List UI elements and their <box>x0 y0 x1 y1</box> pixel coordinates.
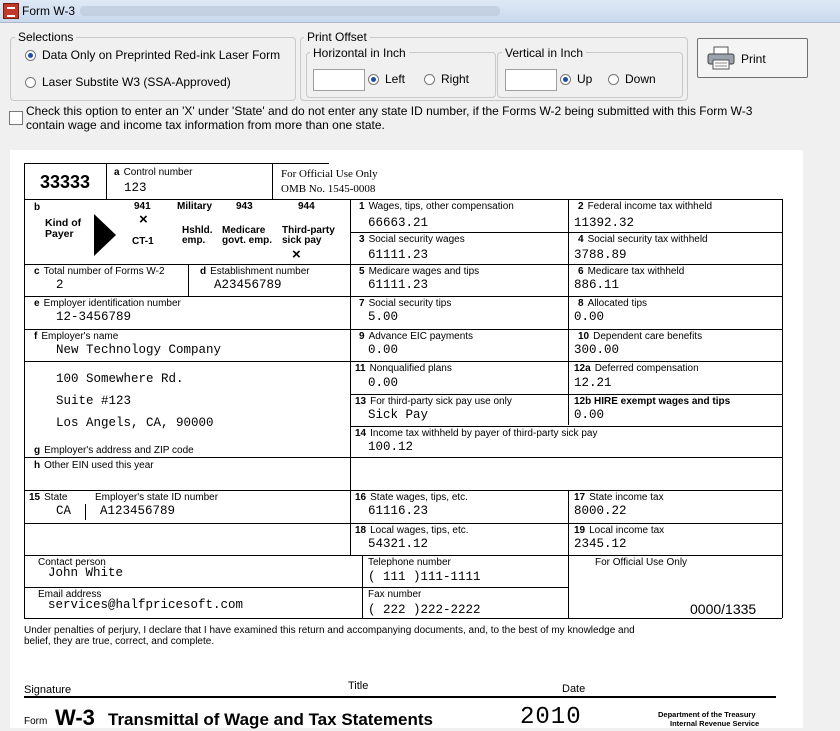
line <box>272 163 273 199</box>
omb-label: OMB No. 1545-0008 <box>281 183 376 195</box>
box-12b-value: 0.00 <box>574 408 605 422</box>
left-radio[interactable] <box>368 72 405 86</box>
box-14-label-text: Income tax withheld by payer of third-party sick pay <box>370 428 598 439</box>
x-mark-941: × <box>139 211 148 228</box>
box-10-value: 300.00 <box>574 343 620 357</box>
line <box>106 163 107 199</box>
box-third-party-label: Third-party sick pay <box>282 225 335 246</box>
box-13-value: Sick Pay <box>368 408 429 422</box>
box-11-label-text: Nonqualified plans <box>369 363 452 374</box>
print-button[interactable] <box>697 38 808 78</box>
horizontal-offset-input[interactable] <box>313 69 365 91</box>
dept-treasury-label: Department of the Treasury <box>658 710 756 719</box>
box-f-label-text: Employer's name <box>41 331 119 342</box>
box-12a-label: 12a Deferred compensation <box>574 363 699 374</box>
box-16-label: 16 State wages, tips, etc. <box>355 492 468 503</box>
form-year: 2010 <box>520 704 582 731</box>
line <box>85 504 86 520</box>
box-18-label: 18 Local wages, tips, etc. <box>355 525 469 536</box>
print-label: Print <box>741 52 766 66</box>
box-4-label: 4 Social security tax withheld <box>578 234 708 245</box>
right-label: Right <box>441 72 470 86</box>
printer-icon <box>706 46 736 70</box>
box-14-label: 14 Income tax withheld by payer of third-party sick pay <box>355 428 598 439</box>
box-1-label: 1 Wages, tips, other compensation <box>359 201 514 212</box>
radio-unselected-icon <box>25 77 36 88</box>
box-11-value: 0.00 <box>368 376 399 390</box>
box-16-label-text: State wages, tips, etc. <box>370 492 468 503</box>
box-13-label: 13 For third-party sick pay use only <box>355 396 512 407</box>
radio-selected-icon <box>25 50 36 61</box>
w3-form <box>10 150 803 731</box>
box-11-label: 11 Nonqualified plans <box>355 363 452 374</box>
control-number-label: a Control number <box>114 167 193 178</box>
date-label: Date <box>562 683 586 695</box>
triangle-arrow-icon <box>92 212 118 258</box>
contact-person-label: Contact person <box>38 557 106 568</box>
box-d-label: d Establishment number <box>200 266 310 277</box>
box-c-label: c Total number of Forms W-2 <box>34 266 165 277</box>
box-15-id-value: A123456789 <box>100 504 176 518</box>
multi-state-note: Check this option to enter an 'X' under 'State' and do not enter any state ID number, if the Forms W-2 being submitted with this Form W-3 contain wage and income tax information from more than one state. <box>26 104 753 132</box>
control-number-label-text: Control number <box>123 167 193 178</box>
form-word-label: Form <box>24 716 48 727</box>
box-d-value: A23456789 <box>214 278 282 292</box>
official-use-label: For Official Use Only <box>281 168 378 180</box>
line <box>350 426 782 427</box>
box-7-label-text: Social security tips <box>368 298 452 309</box>
right-radio[interactable] <box>424 72 469 86</box>
perjury-statement: Under penalties of perjury, I declare that I have examined this return and accompanying documents, and, to the best of my knowledge and belief, they are true, correct, and complete. <box>24 625 635 647</box>
line <box>24 361 782 362</box>
print-offset-legend: Print Offset <box>304 30 370 44</box>
window-title: Form W-3 <box>22 4 76 18</box>
official-code: 0000/1335 <box>690 601 757 617</box>
radio-selected-icon <box>560 74 571 85</box>
box-13-label-text: For third-party sick pay use only <box>370 396 512 407</box>
laser-form-label: Data Only on Preprinted Red-ink Laser Form <box>42 48 281 62</box>
box-10-label-text: Dependent care benefits <box>593 331 703 342</box>
box-c-value: 2 <box>56 278 64 292</box>
substitute-w3-radio[interactable] <box>25 75 231 89</box>
laser-form-radio[interactable] <box>25 48 280 62</box>
box-944-label: 944 <box>298 201 315 212</box>
box-5-value: 61111.23 <box>368 278 429 292</box>
box-9-value: 0.00 <box>368 343 399 357</box>
title-label: Title <box>348 680 369 692</box>
line <box>188 264 189 296</box>
box-7-value: 5.00 <box>368 310 399 324</box>
x-mark-third-party: × <box>292 246 301 263</box>
address-line-3: Los Angels, CA, 90000 <box>56 416 214 430</box>
line <box>24 264 782 265</box>
box-16-value: 61116.23 <box>368 504 429 518</box>
form-title-label: Transmittal of Wage and Tax Statements <box>108 710 433 729</box>
box-e-label: e Employer identification number <box>34 298 181 309</box>
down-radio[interactable] <box>608 72 656 86</box>
line <box>350 394 782 395</box>
box-military-label: Military <box>177 201 213 212</box>
up-label: Up <box>577 72 593 86</box>
box-d-label-text: Establishment number <box>210 266 310 277</box>
line <box>24 457 782 458</box>
multi-state-checkbox[interactable] <box>9 111 23 125</box>
box-1-label-text: Wages, tips, other compensation <box>368 201 514 212</box>
box-8-value: 0.00 <box>574 310 605 324</box>
box-1-value: 66663.21 <box>368 216 429 230</box>
left-label: Left <box>385 72 406 86</box>
box-hshld-label: Hshld. emp. <box>182 225 213 246</box>
box-10-label: 10 Dependent care benefits <box>578 331 703 342</box>
box-e-label-text: Employer identification number <box>43 298 181 309</box>
line <box>24 199 782 200</box>
app-icon <box>3 3 19 19</box>
form-name-label: W-3 <box>55 705 95 730</box>
box-17-label-text: State income tax <box>589 492 664 503</box>
box-15-state-value: CA <box>56 504 72 518</box>
box-19-value: 2345.12 <box>574 537 627 551</box>
box-8-label: 8 Allocated tips <box>578 298 648 309</box>
line <box>24 199 25 618</box>
email-value: services@halfpricesoft.com <box>48 598 244 612</box>
box-5-label-text: Medicare wages and tips <box>368 266 480 277</box>
box-17-value: 8000.22 <box>574 504 627 518</box>
official-use-2-label: For Official Use Only <box>595 557 688 568</box>
box-f-value: New Technology Company <box>56 343 222 357</box>
email-label: Email address <box>38 589 102 600</box>
box-941-label: 941 <box>134 201 151 212</box>
substitute-w3-label: Laser Substite W3 (SSA-Approved) <box>42 75 231 89</box>
vertical-offset-input[interactable] <box>505 69 557 91</box>
box-4-label-text: Social security tax withheld <box>587 234 708 245</box>
box-b-letter: b <box>34 202 41 213</box>
line <box>24 329 782 330</box>
vertical-legend: Vertical in Inch <box>502 46 586 60</box>
box-g-label-text: Employer's address and ZIP code <box>44 445 194 456</box>
line <box>24 296 782 297</box>
line <box>24 163 25 199</box>
form-code: 33333 <box>40 172 91 192</box>
selections-legend: Selections <box>15 30 76 44</box>
fax-label: Fax number <box>368 589 422 600</box>
box-943-label: 943 <box>236 201 253 212</box>
box-7-label: 7 Social security tips <box>359 298 452 309</box>
box-8-label-text: Allocated tips <box>587 298 648 309</box>
box-g-label: g Employer's address and ZIP code <box>34 445 194 456</box>
blurred-title-text <box>80 6 500 16</box>
line <box>24 523 782 524</box>
box-h-label: h Other EIN used this year <box>34 460 154 471</box>
box-15-label: 15 State <box>29 492 68 503</box>
box-14-value: 100.12 <box>368 440 414 454</box>
signature-label: Signature <box>24 684 72 696</box>
box-12a-label-text: Deferred compensation <box>594 363 699 374</box>
line <box>362 555 363 618</box>
box-17-label: 17 State income tax <box>574 492 664 503</box>
box-3-label-text: Social security wages <box>368 234 465 245</box>
address-line-2: Suite #123 <box>56 394 132 408</box>
line <box>24 163 329 164</box>
box-19-label: 19 Local income tax <box>574 525 665 536</box>
line <box>350 232 782 233</box>
box-9-label-text: Advance EIC payments <box>368 331 474 342</box>
box-12a-value: 12.21 <box>574 376 612 390</box>
title-bar <box>0 0 840 23</box>
box-f-label: f Employer's name <box>34 331 119 342</box>
box-2-value: 11392.32 <box>574 216 635 230</box>
box-6-label: 6 Medicare tax withheld <box>578 266 685 277</box>
box-h-label-text: Other EIN used this year <box>44 460 154 471</box>
kind-of-payer-label: Kind of Payer <box>45 217 82 240</box>
box-15-label-text: State <box>44 492 68 503</box>
box-18-value: 54321.12 <box>368 537 429 551</box>
line <box>568 199 569 425</box>
box-18-label-text: Local wages, tips, etc. <box>370 525 469 536</box>
control-number-value: 123 <box>124 181 147 195</box>
irs-label: Internal Revenue Service <box>670 719 760 728</box>
horizontal-legend: Horizontal in Inch <box>310 46 409 60</box>
box-15-id-label: Employer's state ID number <box>95 492 219 503</box>
box-ct1-label: CT-1 <box>132 236 154 247</box>
up-radio[interactable] <box>560 72 592 86</box>
telephone-label: Telephone number <box>368 557 451 568</box>
box-3-value: 61111.23 <box>368 248 429 262</box>
line <box>24 555 782 556</box>
radio-unselected-icon <box>608 74 619 85</box>
down-label: Down <box>625 72 656 86</box>
line <box>24 587 568 588</box>
telephone-value: ( 111 )111-1111 <box>368 570 481 584</box>
line <box>782 199 783 618</box>
box-5-label: 5 Medicare wages and tips <box>359 266 480 277</box>
line <box>568 490 569 618</box>
fax-value: ( 222 )222-2222 <box>368 603 481 617</box>
box-4-value: 3788.89 <box>574 248 627 262</box>
box-9-label: 9 Advance EIC payments <box>359 331 474 342</box>
line <box>24 696 776 698</box>
box-12b-label: 12b HIRE exempt wages and tips <box>574 396 731 407</box>
box-c-label-text: Total number of Forms W-2 <box>43 266 165 277</box>
box-medicare-govt-label: Medicare govt. emp. <box>222 225 273 246</box>
radio-selected-icon <box>368 74 379 85</box>
box-6-label-text: Medicare tax withheld <box>587 266 685 277</box>
line <box>24 618 782 619</box>
box-3-label: 3 Social security wages <box>359 234 465 245</box>
selections-group <box>10 37 296 101</box>
box-19-label-text: Local income tax <box>589 525 665 536</box>
box-2-label: 2 Federal income tax withheld <box>578 201 713 212</box>
box-e-value: 12-3456789 <box>56 310 132 324</box>
box-2-label-text: Federal income tax withheld <box>587 201 713 212</box>
contact-person-value: John White <box>48 566 124 580</box>
line <box>24 490 782 491</box>
address-line-1: 100 Somewhere Rd. <box>56 372 184 386</box>
line <box>350 199 351 555</box>
box-6-value: 886.11 <box>574 278 620 292</box>
radio-unselected-icon <box>424 74 435 85</box>
